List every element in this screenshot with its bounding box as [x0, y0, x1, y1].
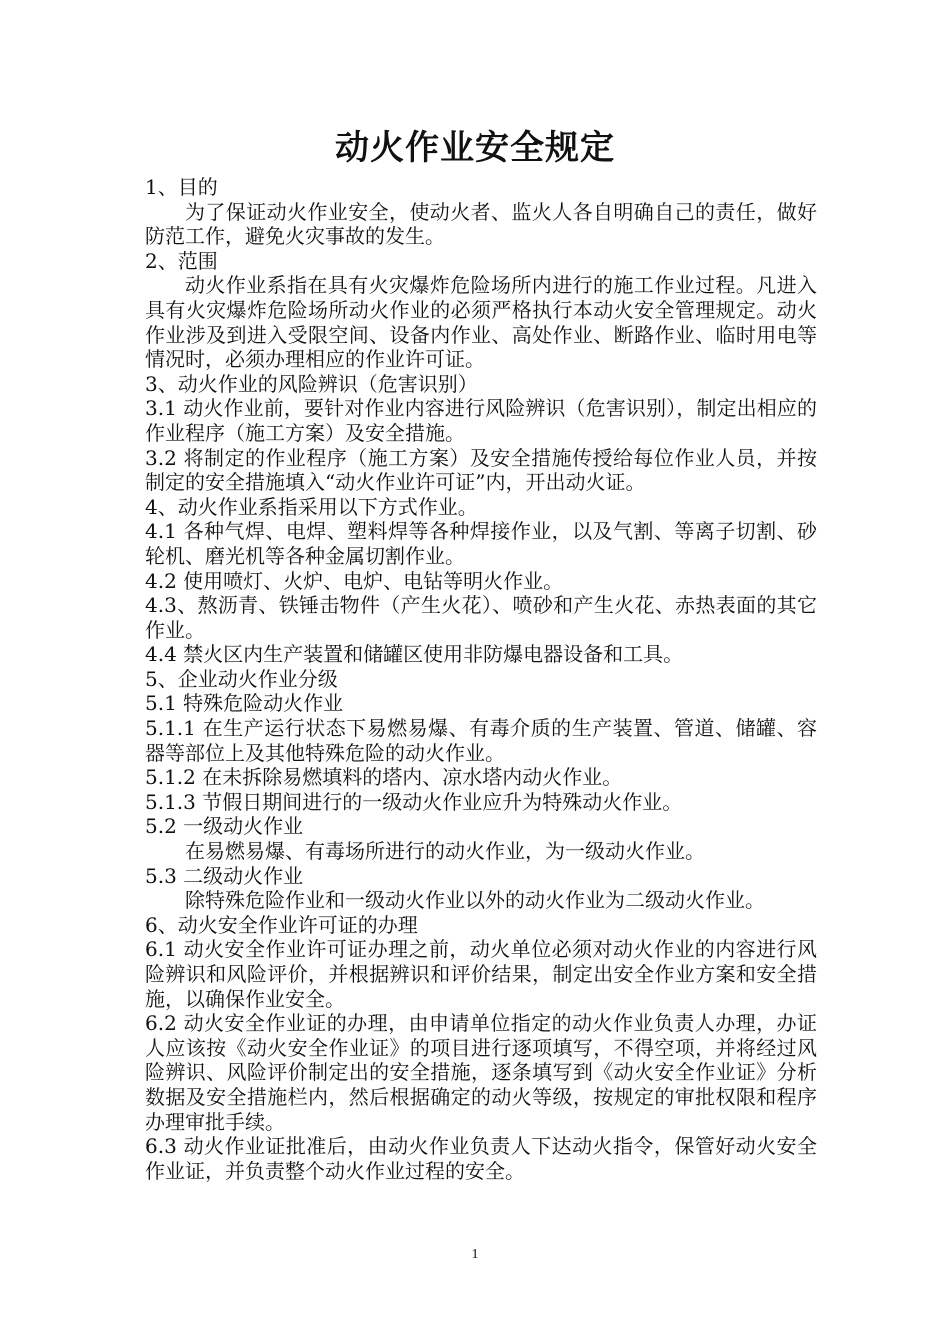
document-paragraph: 4.1 各种气焊、电焊、塑料焊等各种焊接作业，以及气割、等离子切割、砂轮机、磨光机等各种金属切割作业。 [145, 519, 817, 568]
document-paragraph: 6.2 动火安全作业证的办理，由申请单位指定的动火作业负责人办理，办证人应该按《动火安全作业证》的项目进行逐项填写，不得空项，并将经过风险辨识、风险评价制定出的安全措施，逐条填写到《动火安全作业证》分析数据及安全措施栏内，然后根据确定的动火等级，按规定的审批权限和程序办理审批手续。 [145, 1011, 817, 1134]
document-paragraph: 3.1 动火作业前，要针对作业内容进行风险辨识（危害识别），制定出相应的作业程序（施工方案）及安全措施。 [145, 396, 817, 445]
document-paragraph: 4.4 禁火区内生产装置和储罐区使用非防爆电器设备和工具。 [145, 642, 684, 667]
document-paragraph: 除特殊危险作业和一级动火作业以外的动火作业为二级动火作业。 [185, 888, 765, 913]
document-paragraph: 在易燃易爆、有毒场所进行的动火作业，为一级动火作业。 [185, 839, 705, 864]
document-paragraph: 3.2 将制定的作业程序（施工方案）及安全措施传授给每位作业人员，并按制定的安全措施填入“动火作业许可证”内，开出动火证。 [145, 445, 817, 495]
document-title: 动火作业安全规定 [335, 128, 615, 168]
page-number: 1 [471, 1247, 479, 1262]
document-paragraph: 4.2 使用喷灯、火炉、电炉、电钻等明火作业。 [145, 568, 564, 593]
document-paragraph: 5.2 一级动火作业 [145, 814, 304, 839]
document-paragraph: 5.3 二级动火作业 [145, 863, 304, 888]
document-paragraph: 6、动火安全作业许可证的办理 [145, 912, 418, 937]
document-paragraph: 3、动火作业的风险辨识（危害识别） [145, 371, 478, 396]
document-paragraph: 4、动火作业系指采用以下方式作业。 [145, 494, 478, 519]
document-paragraph: 5.1 特殊危险动火作业 [145, 691, 344, 716]
document-paragraph: 6.1 动火安全作业许可证办理之前，动火单位必须对动火作业的内容进行风险辨识和风险评价，并根据辨识和评价结果，制定出安全作业方案和安全措施，以确保作业安全。 [145, 937, 817, 1011]
document-paragraph: 5.1.3 节假日期间进行的一级动火作业应升为特殊动火作业。 [145, 789, 683, 814]
document-paragraph: 动火作业系指在具有火灾爆炸危险场所内进行的施工作业过程。凡进入具有火灾爆炸危险场所动火作业的必须严格执行本动火安全管理规定。动火作业涉及到进入受限空间、设备内作业、高处作业、断路作业、临时用电等情况时，必须办理相应的作业许可证。 [145, 273, 817, 372]
document-paragraph: 2、范围 [145, 248, 218, 273]
document-paragraph: 1、目的 [145, 175, 218, 199]
document-paragraph: 4.3、熬沥青、铁锤击物件（产生火花）、喷砂和产生火花、赤热表面的其它作业。 [145, 593, 817, 642]
document-paragraph: 5.1.2 在未拆除易燃填料的塔内、凉水塔内动火作业。 [145, 765, 623, 790]
document-paragraph: 6.3 动火作业证批准后，由动火作业负责人下达动火指令，保管好动火安全作业证，并负责整个动火作业过程的安全。 [145, 1134, 817, 1183]
document-paragraph: 5.1.1 在生产运行状态下易燃易爆、有毒介质的生产装置、管道、储罐、容器等部位上及其他特殊危险的动火作业。 [145, 716, 817, 765]
document-paragraph: 为了保证动火作业安全，使动火者、监火人各自明确自己的责任，做好防范工作，避免火灾事故的发生。 [145, 199, 817, 249]
document-paragraph: 5、企业动火作业分级 [145, 666, 338, 691]
document-body [145, 175, 817, 1183]
